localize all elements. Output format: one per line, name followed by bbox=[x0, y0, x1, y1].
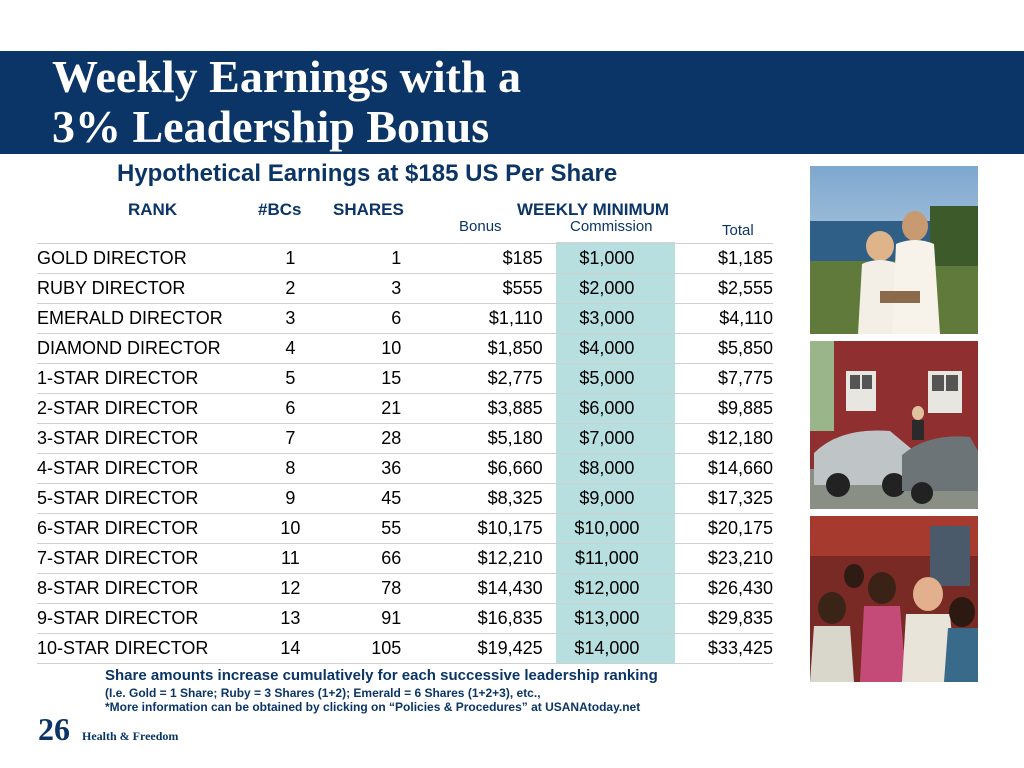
commission-cell: $6,000 bbox=[543, 394, 672, 424]
bonus-cell: $3,885 bbox=[401, 394, 542, 424]
rank-cell: DIAMOND DIRECTOR bbox=[37, 334, 265, 364]
bonus-cell: $6,660 bbox=[401, 454, 542, 484]
bcs-cell: 1 bbox=[265, 244, 315, 274]
commission-cell: $14,000 bbox=[543, 634, 672, 664]
total-cell: $7,775 bbox=[671, 364, 773, 394]
commission-cell: $9,000 bbox=[543, 484, 672, 514]
total-cell: $2,555 bbox=[671, 274, 773, 304]
table-row bbox=[37, 544, 773, 574]
table-row bbox=[37, 424, 773, 454]
total-cell: $5,850 bbox=[671, 334, 773, 364]
bcs-cell: 11 bbox=[265, 544, 315, 574]
column-header-bonus: Bonus bbox=[459, 218, 502, 235]
shares-cell: 55 bbox=[316, 514, 402, 544]
shares-cell: 15 bbox=[316, 364, 402, 394]
shares-cell: 78 bbox=[316, 574, 402, 604]
footnote-main: Share amounts increase cumulatively for each successive leadership ranking bbox=[105, 667, 658, 684]
total-cell: $26,430 bbox=[671, 574, 773, 604]
bonus-cell: $19,425 bbox=[401, 634, 542, 664]
commission-cell: $2,000 bbox=[543, 274, 672, 304]
footnote-example: (I.e. Gold = 1 Share; Ruby = 3 Shares (1+2); Emerald = 6 Shares (1+2+3), etc., bbox=[105, 686, 541, 700]
bonus-cell: $555 bbox=[401, 274, 542, 304]
table-row bbox=[37, 334, 773, 364]
commission-cell: $5,000 bbox=[543, 364, 672, 394]
footnote-more-info: *More information can be obtained by clicking on “Policies & Procedures” at USANAtoday.net bbox=[105, 700, 641, 714]
shares-cell: 105 bbox=[316, 634, 402, 664]
total-cell: $23,210 bbox=[671, 544, 773, 574]
bcs-cell: 3 bbox=[265, 304, 315, 334]
children-group-photo bbox=[810, 516, 978, 682]
bonus-cell: $2,775 bbox=[401, 364, 542, 394]
commission-cell: $7,000 bbox=[543, 424, 672, 454]
total-cell: $9,885 bbox=[671, 394, 773, 424]
column-header-rank: RANK bbox=[128, 200, 178, 219]
couple-beach-photo bbox=[810, 166, 978, 334]
total-cell: $17,325 bbox=[671, 484, 773, 514]
bonus-cell: $12,210 bbox=[401, 544, 542, 574]
commission-cell: $12,000 bbox=[543, 574, 672, 604]
bonus-cell: $8,325 bbox=[401, 484, 542, 514]
table-row bbox=[37, 394, 773, 424]
couple-cars-barn-photo bbox=[810, 341, 978, 509]
bcs-cell: 9 bbox=[265, 484, 315, 514]
rank-cell: 8-STAR DIRECTOR bbox=[37, 574, 265, 604]
commission-cell: $4,000 bbox=[543, 334, 672, 364]
table-subtitle: Hypothetical Earnings at $185 US Per Share bbox=[117, 160, 618, 187]
shares-cell: 10 bbox=[316, 334, 402, 364]
commission-cell: $8,000 bbox=[543, 454, 672, 484]
shares-cell: 28 bbox=[316, 424, 402, 454]
shares-cell: 91 bbox=[316, 604, 402, 634]
rank-cell: EMERALD DIRECTOR bbox=[37, 304, 265, 334]
bonus-cell: $14,430 bbox=[401, 574, 542, 604]
bonus-cell: $185 bbox=[401, 244, 542, 274]
rank-cell: 9-STAR DIRECTOR bbox=[37, 604, 265, 634]
title-line-1: Weekly Earnings with a bbox=[52, 51, 522, 102]
rank-cell: 7-STAR DIRECTOR bbox=[37, 544, 265, 574]
total-cell: $12,180 bbox=[671, 424, 773, 454]
shares-cell: 21 bbox=[316, 394, 402, 424]
title-line-2: 3% Leadership Bonus bbox=[52, 101, 490, 152]
bonus-cell: $5,180 bbox=[401, 424, 542, 454]
page-number: 26 bbox=[38, 711, 70, 747]
table-row bbox=[37, 514, 773, 544]
column-header-bcs: #BCs bbox=[258, 200, 302, 219]
shares-cell: 66 bbox=[316, 544, 402, 574]
rank-cell: 10-STAR DIRECTOR bbox=[37, 634, 265, 664]
bcs-cell: 2 bbox=[265, 274, 315, 304]
commission-cell: $11,000 bbox=[543, 544, 672, 574]
bonus-cell: $16,835 bbox=[401, 604, 542, 634]
total-cell: $14,660 bbox=[671, 454, 773, 484]
table-row bbox=[37, 244, 773, 274]
column-header-total: Total bbox=[722, 222, 754, 239]
rank-cell: 6-STAR DIRECTOR bbox=[37, 514, 265, 544]
bcs-cell: 13 bbox=[265, 604, 315, 634]
page-title bbox=[52, 52, 521, 152]
commission-cell: $3,000 bbox=[543, 304, 672, 334]
bcs-cell: 5 bbox=[265, 364, 315, 394]
total-cell: $4,110 bbox=[671, 304, 773, 334]
commission-cell: $1,000 bbox=[543, 244, 672, 274]
bcs-cell: 14 bbox=[265, 634, 315, 664]
total-cell: $1,185 bbox=[671, 244, 773, 274]
rank-cell: 5-STAR DIRECTOR bbox=[37, 484, 265, 514]
table-row bbox=[37, 574, 773, 604]
rank-cell: RUBY DIRECTOR bbox=[37, 274, 265, 304]
bonus-cell: $10,175 bbox=[401, 514, 542, 544]
rank-cell: 3-STAR DIRECTOR bbox=[37, 424, 265, 454]
rank-cell: GOLD DIRECTOR bbox=[37, 244, 265, 274]
table-row bbox=[37, 454, 773, 484]
table-row bbox=[37, 634, 773, 664]
table-row bbox=[37, 304, 773, 334]
bcs-cell: 12 bbox=[265, 574, 315, 604]
column-header-shares: SHARES bbox=[333, 200, 404, 219]
footer-label: Health & Freedom bbox=[82, 729, 179, 743]
total-cell: $20,175 bbox=[671, 514, 773, 544]
earnings-table bbox=[37, 243, 773, 664]
bcs-cell: 8 bbox=[265, 454, 315, 484]
table-row bbox=[37, 484, 773, 514]
bonus-cell: $1,850 bbox=[401, 334, 542, 364]
total-cell: $33,425 bbox=[671, 634, 773, 664]
column-header-weekly-minimum: WEEKLY MINIMUM bbox=[517, 200, 670, 219]
rank-cell: 4-STAR DIRECTOR bbox=[37, 454, 265, 484]
shares-cell: 3 bbox=[316, 274, 402, 304]
commission-cell: $13,000 bbox=[543, 604, 672, 634]
bcs-cell: 4 bbox=[265, 334, 315, 364]
commission-cell: $10,000 bbox=[543, 514, 672, 544]
table-row bbox=[37, 604, 773, 634]
bonus-cell: $1,110 bbox=[401, 304, 542, 334]
shares-cell: 36 bbox=[316, 454, 402, 484]
shares-cell: 1 bbox=[316, 244, 402, 274]
table-row bbox=[37, 364, 773, 394]
bcs-cell: 6 bbox=[265, 394, 315, 424]
bcs-cell: 10 bbox=[265, 514, 315, 544]
column-header-commission: Commission bbox=[570, 218, 653, 235]
rank-cell: 2-STAR DIRECTOR bbox=[37, 394, 265, 424]
shares-cell: 45 bbox=[316, 484, 402, 514]
total-cell: $29,835 bbox=[671, 604, 773, 634]
rank-cell: 1-STAR DIRECTOR bbox=[37, 364, 265, 394]
shares-cell: 6 bbox=[316, 304, 402, 334]
bcs-cell: 7 bbox=[265, 424, 315, 454]
table-row bbox=[37, 274, 773, 304]
